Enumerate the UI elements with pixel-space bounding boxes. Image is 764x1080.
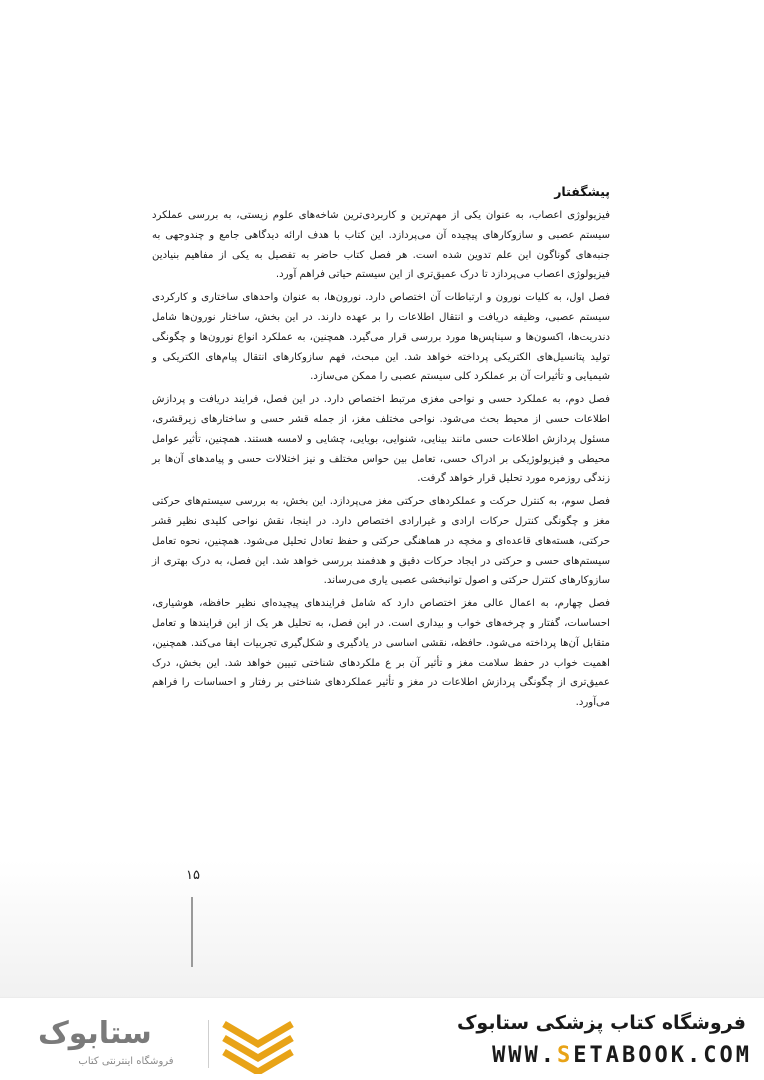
paragraph: فصل چهارم، به اعمال عالی مغز اختصاص دارد که شامل فرایندهای پیچیده‌ای نظیر حافظه، هوشیاری، احساسات، گفتار و چرخه‌های خواب و بیداری است. در این فصل، به تحلیل هر یک از این فرایندها و تعامل متقابل آن‌ها پرداخته می‌شود. حافظه، نقشی اساسی در یادگیری و شکل‌گیری تجربیات ایفا می‌کند. همچنین، اهمیت خواب در حفظ سلامت مغز و تأثیر آن بر ع ملکردهای شناختی تبیین خواهد شد. این بخش، درک عمیق‌تری از چگونگی پردازش اطلاعات در مغز و تأثیر عملکردهای شناختی بر رفتار و احساسات را فراهم می‌آورد.	[152, 598, 610, 709]
url-rest: ETABOOK.COM	[573, 1043, 752, 1068]
url-prefix: WWW.	[492, 1043, 558, 1068]
paragraph: فصل اول، به کلیات نورون و ارتباطات آن اختصاص دارد. نورون‌ها، به عنوان واحدهای ساختاری و کارکردی سیستم عصبی، وظیفه دریافت و انتقال اطلاعات را بر عهده دارند. در این بخش، ساختار نورون‌ها شامل دندریت‌ها، اکسون‌ها و سیناپس‌ها مورد بررسی قرار می‌گیرد. همچنین، به عملکرد انواع نورون‌ها و چگونگی تولید پتانسیل‌های الکتریکی پرداخته خواهد شد. این مبحث، فهم سازوکارهای انتقال پیام‌های الکتریکی و شیمیایی و تأثیرات آن بر عملکرد کلی سیستم عصبی را ممکن می‌سازد.	[152, 292, 610, 383]
book-stack-icon	[220, 1016, 296, 1074]
page-content	[152, 180, 610, 716]
logo-divider	[208, 1020, 209, 1068]
store-logo[interactable]	[38, 1016, 298, 1074]
page-title: پیشگفتار	[554, 184, 610, 199]
store-url-link[interactable]	[392, 1043, 752, 1068]
page-number: ۱۵	[186, 868, 200, 883]
page-divider-line	[191, 897, 193, 967]
store-footer-banner	[0, 997, 764, 1080]
paragraph: فصل سوم، به کنترل حرکت و عملکردهای حرکتی مغز می‌پردازد. این بخش، به بررسی سیستم‌های حرکتی مغز و چگونگی کنترل حرکات ارادی و غیرارادی اختصاص دارد. در اینجا، نقش نواحی کلیدی نظیر قشر حرکتی، هسته‌های قاعده‌ای و مخچه در هماهنگی حرکتی و حفظ تعادل تحلیل می‌شود. همچنین، نحوه تعامل سیستم‌های حسی و حرکتی در ایجاد حرکات دقیق و هدفمند بررسی خواهد شد. این فصل، به درک بهتری از سازوکارهای کنترل حرکتی و اصول توانبخشی عصبی یاری می‌رساند.	[152, 496, 610, 587]
logo-wordmark: ستابوک	[38, 1016, 152, 1051]
store-name: فروشگاه کتاب پزشکی ستابوک	[456, 1012, 746, 1034]
paragraph: فیزیولوژی اعصاب، به عنوان یکی از مهم‌ترین و کاربردی‌ترین شاخه‌های علوم زیستی، به بررسی عملکرد سیستم عصبی و سازوکارهای پیچیده آن می‌پردازد. این کتاب با هدف ارائه دیدگاهی جامع و چندوجهی به جنبه‌های گوناگون این علم تدوین شده است. هر فصل کتاب حاضر به تفصیل به یکی از مفاهیم بنیادین فیزیولوژی اعصاب می‌پردازد تا درک عمیق‌تری از این سیستم حیاتی فراهم آورد.	[152, 210, 610, 281]
url-accent-letter: S	[557, 1043, 574, 1068]
logo-tagline: فروشگاه اینترنتی کتاب	[78, 1056, 174, 1067]
paragraph: فصل دوم، به عملکرد حسی و نواحی مغزی مرتبط اختصاص دارد. در این فصل، فرایند دریافت و پردازش اطلاعات حسی از محیط بحث می‌شود. نواحی مختلف مغز، از جمله قشر حسی و ساختارهای زیرقشری، مسئول پردازش اطلاعات حسی مانند بینایی، شنوایی، بویایی، چشایی و لامسه هستند. همچنین، تأثیر عوامل محیطی و فیزیولوژیکی بر ادراک حسی، تعامل بین حواس مختلف و نیز اختلالات حسی و پیامدهای آن‌ها بر زندگی روزمره مورد تحلیل قرار خواهد گرفت.	[152, 394, 610, 485]
